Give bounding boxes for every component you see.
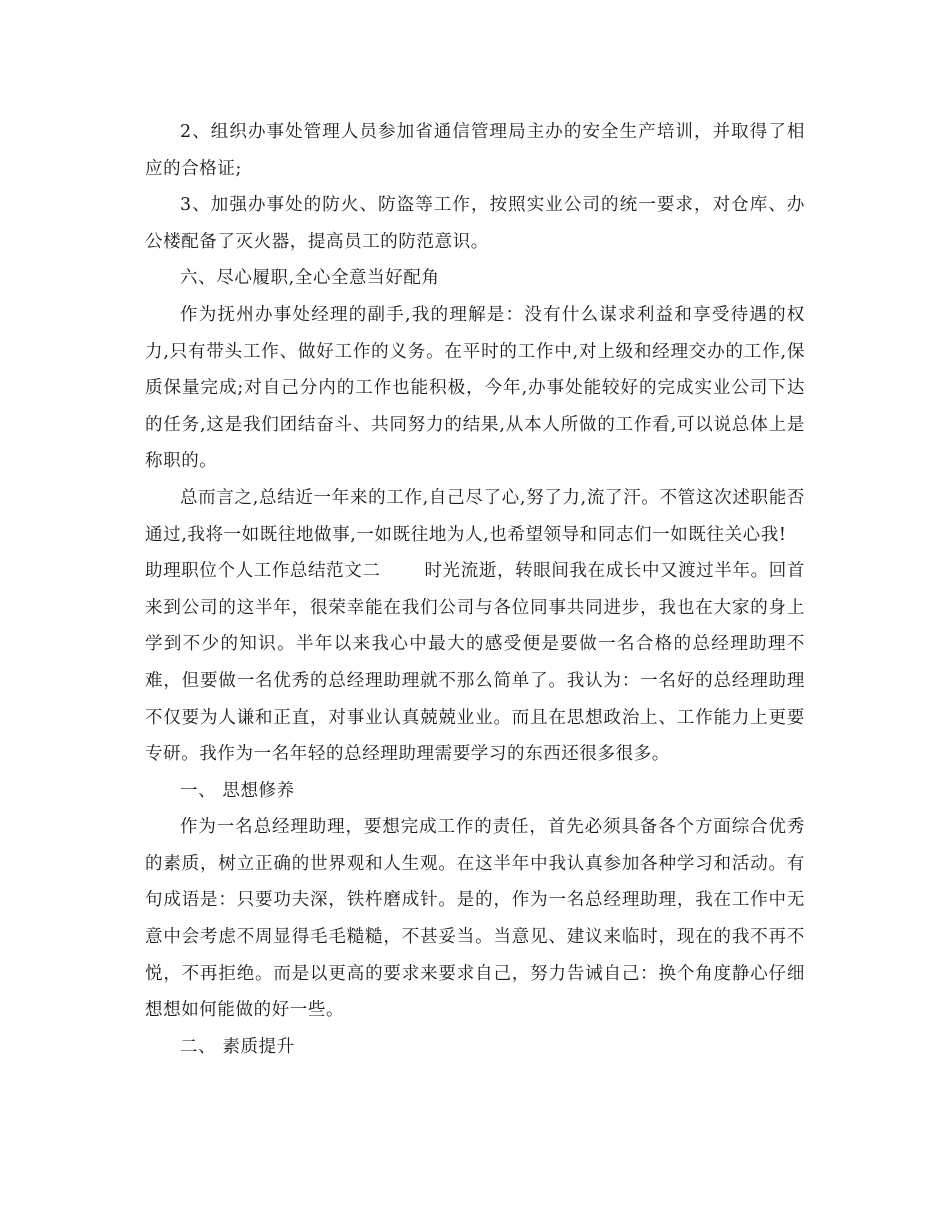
document-body (145, 114, 805, 1065)
heading-thought-cultivation: 一、 思想修养 (180, 780, 295, 801)
paragraph-conclusion: 总而言之,总结近一年来的工作,自己尽了心,努了力,流了汗。不管这次述职能否通过,我将一如既往地做事,一如既往地为人,也希望领导和同志们一如既往关心我! (145, 487, 805, 545)
paragraph-thought-cultivation: 作为一名总经理助理，要想完成工作的责任，首先必须具备各个方面综合优秀的素质，树立正确的世界观和人生观。在这半年中我认真参加各种学习和活动。有句成语是：只要功夫深，铁杵磨成针。是的，作为一名总经理助理，我在工作中无意中会考虑不周显得毛毛糙糙，不甚妥当。当意见、建议来临时，现在的我不再不悦，不再拒绝。而是以更高的要求来要求自己，努力告诫自己：换个角度静心仔细想想如何能做的好一些。 (145, 817, 805, 1021)
section-heading-six: 六、尽心履职,全心全意当好配角 (180, 268, 440, 289)
paragraph-role-understanding: 作为抚州办事处经理的副手,我的理解是：没有什么谋求利益和享受待遇的权力,只有带头工作、做好工作的义务。在平时的工作中,对上级和经理交办的工作,保质保量完成;对自己分内的工作也能积极，今年,办事处能较好的完成实业公司下达的任务,这是我们团结奋斗、共同努力的结果,从本人所做的工作看,可以说总体上是称职的。 (145, 304, 805, 472)
section-two-intro (145, 553, 805, 773)
paragraph-item-3: 3、加强办事处的防火、防盗等工作，按照实业公司的统一要求，对仓库、办公楼配备了灭火器，提高员工的防范意识。 (145, 195, 805, 252)
section-two-intro-text: 时光流逝，转眼间我在成长中又渡过半年。回首来到公司的这半年，很荣幸能在我们公司与各位同事共同进步，我也在大家的身上学到不少的知识。半年以来我心中最大的感受便是要做一名合格的总经理助理不难，但要做一名优秀的总经理助理就不那么简单了。我认为：一名好的总经理助理不仅要为人谦和正直，对事业认真兢兢业业。而且在思想政治上、工作能力上更要专研。我作为一名年轻的总经理助理需要学习的东西还很多很多。 (145, 561, 805, 765)
section-two-title: 助理职位个人工作总结范文二 (145, 561, 381, 582)
paragraph-item-2: 2、组织办事处管理人员参加省通信管理局主办的安全生产培训，并取得了相应的合格证; (145, 122, 805, 179)
heading-quality-improvement: 二、 素质提升 (180, 1036, 295, 1057)
